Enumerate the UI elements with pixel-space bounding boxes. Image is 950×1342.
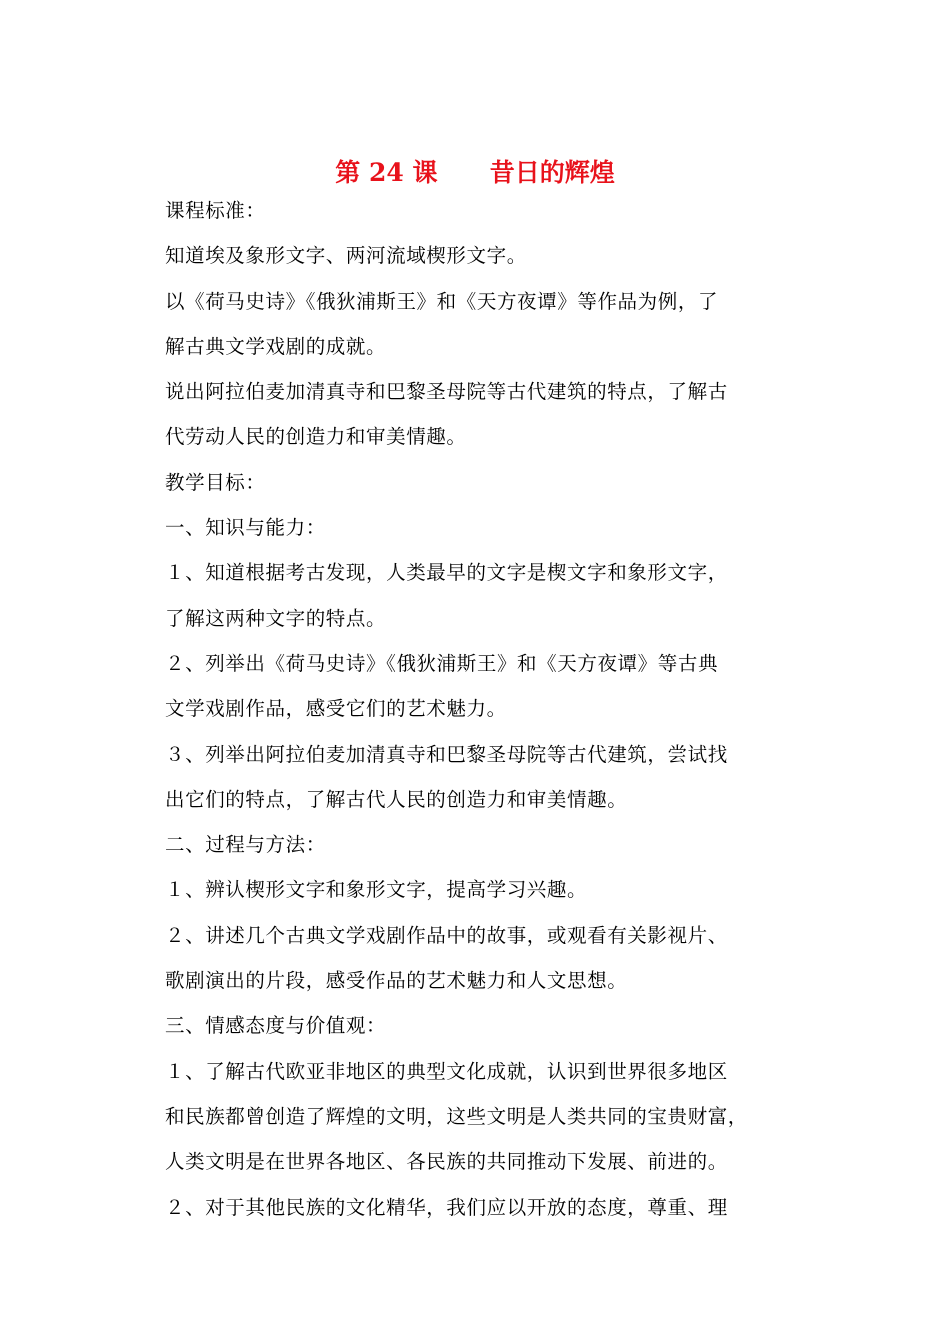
page-title: 第 24 课 昔日的辉煌 xyxy=(335,158,615,187)
text-line: 二、过程与方法： xyxy=(165,833,326,857)
text-line: 一、知识与能力： xyxy=(165,516,326,540)
text-line: 了解这两种文字的特点。 xyxy=(165,606,387,630)
text-line: 知道埃及象形文字、两河流域楔形文字。 xyxy=(165,244,527,268)
text-line: １、知道根据考古发现，人类最早的文字是楔文字和象形文字， xyxy=(165,561,728,585)
text-line: 三、情感态度与价值观： xyxy=(165,1014,387,1038)
text-line: 文学戏剧作品，感受它们的艺术魅力。 xyxy=(165,697,507,721)
text-line: 教学目标： xyxy=(165,470,266,494)
text-line: 歌剧演出的片段，感受作品的艺术魅力和人文思想。 xyxy=(165,969,628,993)
text-line: 和民族都曾创造了辉煌的文明，这些文明是人类共同的宝贵财富， xyxy=(165,1104,748,1128)
text-line: 说出阿拉伯麦加清真寺和巴黎圣母院等古代建筑的特点，了解古 xyxy=(165,380,728,404)
text-line: 解古典文学戏剧的成就。 xyxy=(165,334,387,358)
text-line: ２、列举出《荷马史诗》《俄狄浦斯王》和《天方夜谭》等古典 xyxy=(165,651,719,675)
text-line: ２、讲述几个古典文学戏剧作品中的故事，或观看有关影视片、 xyxy=(165,923,728,947)
text-line: 课程标准： xyxy=(165,199,266,222)
text-line: 出它们的特点，了解古代人民的创造力和审美情趣。 xyxy=(165,787,628,811)
text-line: １、辨认楔形文字和象形文字，提高学习兴趣。 xyxy=(165,878,588,902)
text-line: 以《荷马史诗》《俄狄浦斯王》和《天方夜谭》等作品为例，了 xyxy=(165,289,719,313)
document-body xyxy=(165,188,805,1230)
text-line: １、了解古代欧亚非地区的典型文化成就，认识到世界很多地区 xyxy=(165,1059,728,1083)
text-line: 人类文明是在世界各地区、各民族的共同推动下发展、前进的。 xyxy=(165,1150,728,1174)
text-line: ２、对于其他民族的文化精华，我们应以开放的态度，尊重、理 xyxy=(165,1195,728,1219)
text-line: ３、列举出阿拉伯麦加清真寺和巴黎圣母院等古代建筑，尝试找 xyxy=(165,742,728,766)
text-line: 代劳动人民的创造力和审美情趣。 xyxy=(165,425,467,449)
